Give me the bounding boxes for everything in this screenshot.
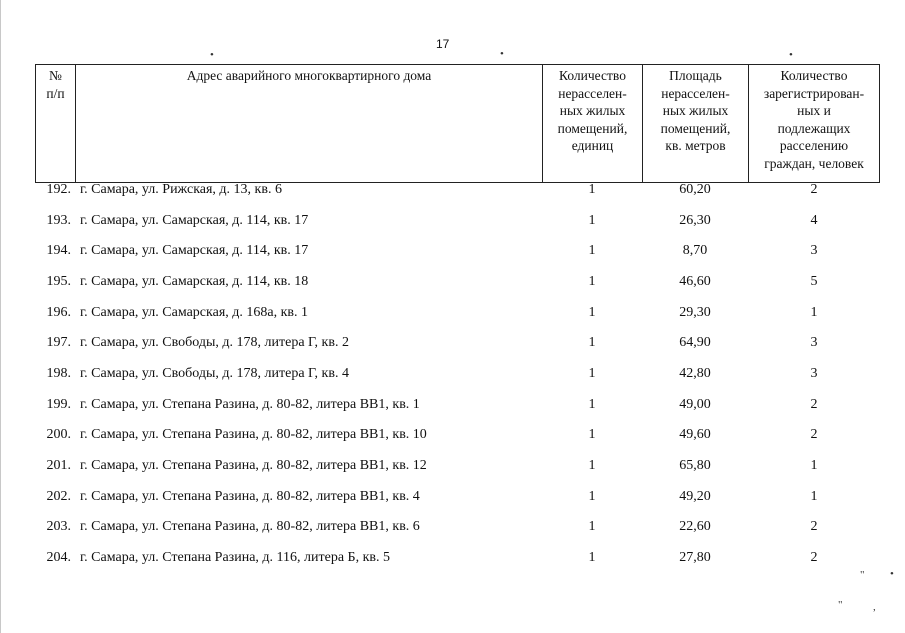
table-row <box>0 180 905 200</box>
row-number: 200. <box>46 427 71 443</box>
row-address: г. Самара, ул. Степана Разина, д. 116, литера Б, кв. 5 <box>80 550 390 565</box>
row-address: г. Самара, ул. Степана Разина, д. 80-82, литера ВВ1, кв. 1 <box>80 396 420 412</box>
scan-speck: • <box>789 49 793 61</box>
header-people <box>749 65 880 183</box>
page-number: 17 <box>436 37 450 51</box>
header-number-text: № п/п <box>46 68 65 101</box>
scan-speck: , <box>873 601 876 613</box>
row-number: 194. <box>46 243 71 259</box>
row-address: г. Самара, ул. Степана Разина, д. 80-82, литера ВВ1, кв. 12 <box>80 458 427 473</box>
scan-speck: " <box>860 569 865 581</box>
table-row <box>0 517 905 537</box>
row-count: 1 <box>588 304 596 320</box>
row-people: 3 <box>810 335 818 351</box>
row-people: 4 <box>810 212 818 228</box>
header-address-text: Адрес аварийного многоквартирного дома <box>186 68 432 83</box>
row-address: г. Самара, ул. Степана Разина, д. 80-82, литера ВВ1, кв. 6 <box>80 519 420 535</box>
table-row <box>0 456 905 476</box>
row-area: 27,80 <box>679 550 711 565</box>
row-count: 1 <box>588 366 596 381</box>
row-number: 204. <box>46 550 71 565</box>
row-number: 197. <box>46 335 71 351</box>
row-address: г. Самара, ул. Самарская, д. 114, кв. 17 <box>80 243 309 259</box>
row-area: 42,80 <box>679 366 711 381</box>
row-people: 2 <box>810 519 818 535</box>
table-row <box>0 364 905 384</box>
row-address: г. Самара, ул. Степана Разина, д. 80-82, литера ВВ1, кв. 10 <box>80 427 427 443</box>
row-number: 196. <box>46 304 71 320</box>
row-count: 1 <box>588 182 596 197</box>
table-row <box>0 425 905 445</box>
row-count: 1 <box>588 335 596 351</box>
table-row <box>0 272 905 292</box>
row-count: 1 <box>588 274 596 289</box>
header-count <box>543 65 643 183</box>
scan-speck: • <box>210 49 214 61</box>
row-people: 2 <box>810 182 818 197</box>
row-address: г. Самара, ул. Самарская, д. 114, кв. 18 <box>80 274 309 289</box>
row-address: г. Самара, ул. Степана Разина, д. 80-82, литера ВВ1, кв. 4 <box>80 488 420 504</box>
table-row <box>0 303 905 323</box>
table-row <box>0 487 905 507</box>
header-people-text: Количество зарегистрирован- ных и подлежащих расселению граждан, человек <box>763 68 865 171</box>
row-number: 198. <box>46 366 71 381</box>
row-count: 1 <box>588 488 596 504</box>
header-number <box>36 65 76 183</box>
row-address: г. Самара, ул. Самарская, д. 168а, кв. 1 <box>80 304 309 320</box>
row-address: г. Самара, ул. Свободы, д. 178, литера Г, кв. 4 <box>80 366 349 381</box>
row-count: 1 <box>588 550 596 565</box>
table-row <box>0 333 905 353</box>
row-address: г. Самара, ул. Свободы, д. 178, литера Г, кв. 2 <box>80 335 349 351</box>
row-people: 3 <box>810 243 818 259</box>
row-area: 8,70 <box>682 243 708 259</box>
row-area: 22,60 <box>679 519 711 535</box>
row-people: 3 <box>810 366 818 381</box>
row-count: 1 <box>588 519 596 535</box>
row-area: 49,60 <box>679 427 711 443</box>
row-number: 201. <box>46 458 71 473</box>
row-area: 26,30 <box>679 212 711 228</box>
row-count: 1 <box>588 212 596 228</box>
row-number: 202. <box>46 488 71 504</box>
scan-speck: • <box>500 48 504 60</box>
row-count: 1 <box>588 396 596 412</box>
scan-speck: • <box>890 568 894 580</box>
row-area: 60,20 <box>679 182 711 197</box>
row-count: 1 <box>588 427 596 443</box>
table-row <box>0 241 905 261</box>
row-people: 1 <box>810 488 818 504</box>
row-count: 1 <box>588 458 596 473</box>
row-address: г. Самара, ул. Самарская, д. 114, кв. 17 <box>80 212 309 228</box>
row-number: 199. <box>46 396 71 412</box>
header-area-text: Площадь нерасселен- ных жилых помещений, кв. метров <box>660 68 731 153</box>
row-area: 46,60 <box>679 274 711 289</box>
row-area: 64,90 <box>679 335 711 351</box>
row-number: 192. <box>46 182 71 197</box>
header-address <box>76 65 543 183</box>
table-header <box>35 64 880 183</box>
row-address: г. Самара, ул. Рижская, д. 13, кв. 6 <box>80 182 282 197</box>
row-number: 195. <box>46 274 71 289</box>
row-area: 49,20 <box>679 488 711 504</box>
row-count: 1 <box>588 243 596 259</box>
row-people: 2 <box>810 396 818 412</box>
row-people: 2 <box>810 550 818 565</box>
table-row <box>0 395 905 415</box>
row-number: 203. <box>46 519 71 535</box>
row-people: 1 <box>810 304 818 320</box>
row-people: 5 <box>810 274 818 289</box>
row-people: 1 <box>810 458 818 473</box>
row-area: 65,80 <box>679 458 711 473</box>
header-count-text: Количество нерасселен- ных жилых помещений, единиц <box>557 68 628 153</box>
scan-speck: " <box>838 599 843 611</box>
table-row <box>0 211 905 231</box>
row-number: 193. <box>46 212 71 228</box>
header-area <box>643 65 749 183</box>
row-area: 49,00 <box>679 396 711 412</box>
row-area: 29,30 <box>679 304 711 320</box>
table-row <box>0 548 905 568</box>
row-people: 2 <box>810 427 818 443</box>
